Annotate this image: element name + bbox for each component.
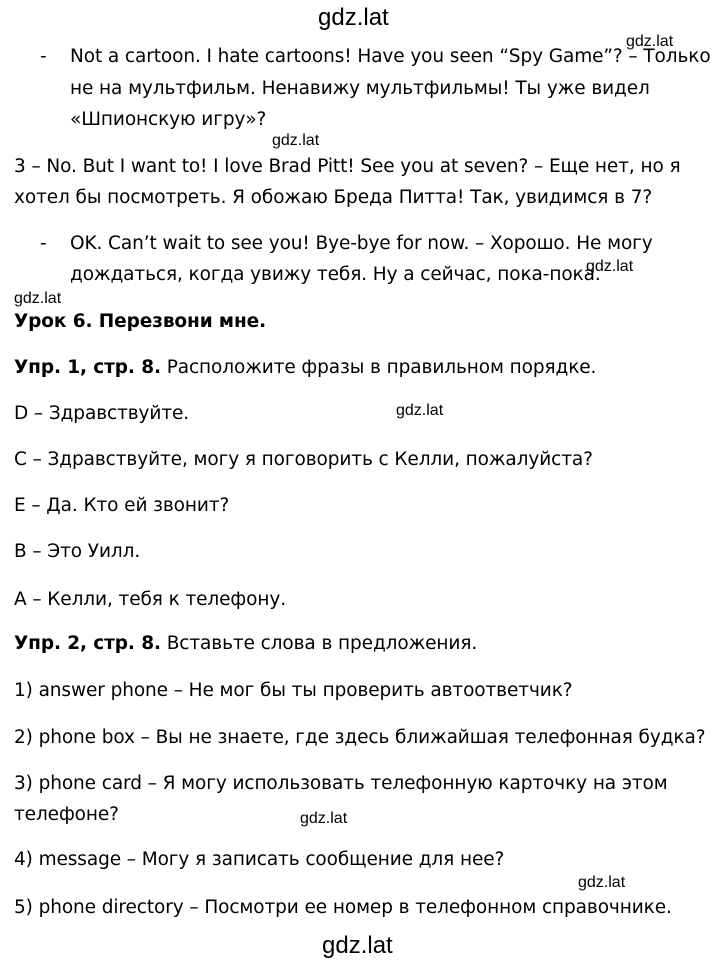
watermark: gdz.lat (300, 810, 348, 827)
watermark: gdz.lat (14, 290, 62, 307)
dialog-line: дождаться, когда увижу тебя. Ну а сейчас, пока-пока. (70, 264, 601, 285)
exercise-label: Упр. 2, стр. 8. (14, 633, 161, 654)
answer-line: 3) phone card – Я могу использовать телефонную карточку на этом (14, 773, 668, 794)
dialog-line: Not a cartoon. I hate cartoons! Have you seen “Spy Game”? – Только (70, 46, 711, 67)
exercise-instruction: Расположите фразы в правильном порядке. (166, 357, 597, 378)
watermark: gdz.lat (272, 132, 320, 149)
watermark: gdz.lat (626, 33, 674, 50)
exercise-2-heading (14, 632, 477, 656)
exercise-1-heading (14, 356, 596, 380)
exercise-label: Упр. 1, стр. 8. (14, 357, 161, 378)
list-dash: - (40, 233, 47, 254)
answer-line: C – Здравствуйте, могу я поговорить с Келли, пожалуйста? (14, 449, 593, 470)
answer-line: B – Это Уилл. (14, 541, 141, 562)
answer-line: A – Келли, тебя к телефону. (14, 589, 286, 610)
answer-line: 4) message – Могу я записать сообщение для нее? (14, 849, 505, 870)
watermark: gdz.lat (578, 874, 626, 891)
lesson-title: Урок 6. Перезвони мне. (14, 311, 267, 332)
dialog-line: 3 – No. But I want to! I love Brad Pitt! See you at seven? – Еще нет, но я (14, 156, 681, 177)
answer-line: телефоне? (14, 804, 119, 825)
watermark: gdz.lat (586, 258, 634, 275)
watermark: gdz.lat (396, 402, 444, 419)
dialog-line: OK. Can’t wait to see you! Bye-bye for now. – Хорошо. Не могу (70, 233, 653, 254)
answer-line: 5) phone directory – Посмотри ее номер в телефонном справочнике. (14, 897, 672, 918)
dialog-line: не на мультфильм. Ненавижу мультфильмы! Ты уже видел (70, 78, 650, 99)
answer-line: 1) answer phone – Не мог бы ты проверить автоответчик? (14, 680, 573, 701)
exercise-instruction: Вставьте слова в предложения. (166, 633, 478, 654)
answer-line: 2) phone box – Вы не знаете, где здесь ближайшая телефонная будка? (14, 727, 706, 748)
watermark-bottom: gdz.lat (322, 932, 393, 959)
dialog-line: хотел бы посмотреть. Я обожаю Бреда Питта! Так, увидимся в 7? (14, 187, 653, 208)
dialog-line: «Шпионскую игру»? (70, 109, 267, 130)
answer-line: E – Да. Кто ей звонит? (14, 495, 230, 516)
list-dash: - (40, 46, 47, 67)
watermark-top: gdz.lat (318, 4, 389, 31)
answer-line: D – Здравствуйте. (14, 403, 190, 424)
